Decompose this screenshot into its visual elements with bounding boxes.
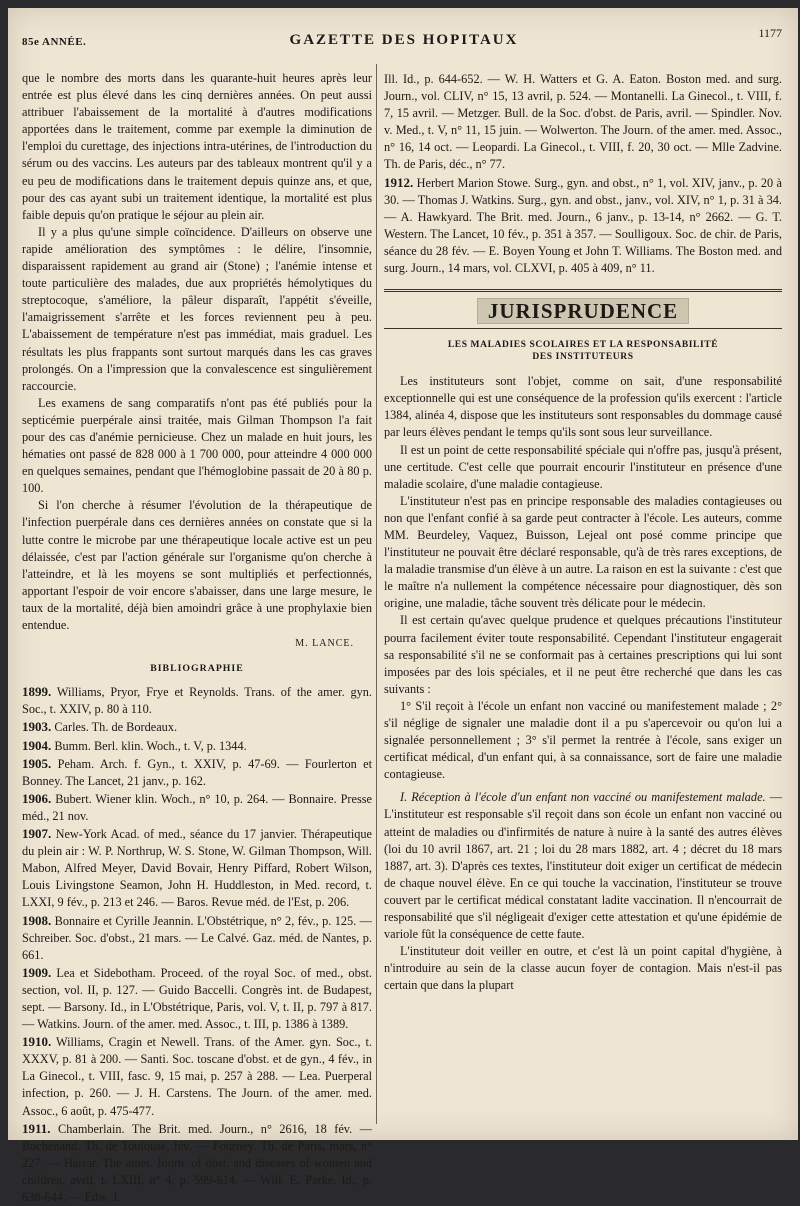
newspaper-page <box>8 8 798 1204</box>
entry-text: Bumm. Berl. klin. Woch., t. V, p. 1344. <box>54 738 247 753</box>
author-signature: M. LANCE. <box>295 638 354 650</box>
section-rule-bottom <box>384 328 782 329</box>
section-title-text: JURISPRUDENCE <box>477 298 689 324</box>
subsection-heading: I. Réception à l'école d'un enfant non vacciné ou manifestement malade. <box>400 790 766 805</box>
entry-text: Bonnaire et Cyrille Jeannin. L'Obstétrique, n° 2, fév., p. 125. — Schreiber. Soc. d'obst., 21 mars. — Le Calvé. Gaz. méd. de Nantes, p. 661. <box>22 913 372 962</box>
entry-year: 1903. <box>22 719 52 735</box>
paragraph: Il est un point de cette responsabilité spéciale qui n'offre pas, jusqu'à présent, une certitude. C'est celle que pourrait encourir l'instituteur en présence d'une maladie scolaire, d'une maladie contagieuse. <box>384 442 782 491</box>
paragraph: Si l'on cherche à résumer l'évolution de la thérapeutique de l'infection puerpérale dans ces dernières années on constate que si la lutte contre le microbe par une thérapeutique locale active est un peu délaissée, c'est par l'action générale sur l'organisme qu'on cherche à l'atteindre, et là les moyens se sont multipliés et perfectionnés, apportant l'espoir de voir encore s'abaisser, dans une large mesure, le taux de la mortalité, déjà bien amoindri grâce à une prophylaxie bien entendue. <box>22 498 372 632</box>
bibliography-entry <box>384 70 782 174</box>
entry-year: 1912. <box>384 174 414 190</box>
left-column <box>22 70 372 1206</box>
bibliography-entry <box>22 737 372 755</box>
entry-year: 1904. <box>22 737 52 753</box>
paragraph: Les instituteurs sont l'objet, comme on sait, d'une responsabilité exceptionnelle qui est une conséquence de la profession qu'ils exercent : l'article 1384, alinéa 4, dispose que les instituteurs sont responsables du dommage causé par leurs élèves pendant le temps qu'ils sont sous leur surveillance. <box>384 374 782 440</box>
entry-year: 1905. <box>22 755 52 771</box>
journal-title: GAZETTE DES HOPITAUX <box>289 32 519 48</box>
entry-text: Peham. Arch. f. Gyn., t. XXIV, p. 47-69. — Fourlerton et Bonney. The Lancet, 21 janv., p. 162. <box>22 756 372 788</box>
entry-year: 1911. <box>22 1120 51 1136</box>
bibliography-entry <box>22 1033 372 1119</box>
entry-text: Bubert. Wiener klin. Woch., n° 10, p. 264. — Bonnaire. Presse méd., 21 nov. <box>22 791 373 823</box>
page-header <box>22 20 786 50</box>
entry-year: 1907. <box>22 826 52 842</box>
entry-text: Carles. Th. de Bordeaux. <box>54 720 178 735</box>
article-title-line: DES INSTITUTEURS <box>532 352 634 363</box>
bibliography-entry <box>22 1120 372 1206</box>
paragraph: L'instituteur n'est pas en principe responsable des maladies contagieuses ou non que l'enfant confié à sa garde peut contracter à l'école. Les auteurs, comme MM. Beurdeley, Vaquez, Buisson, Lejeal ont posé comme principe que l'instituteur ne pouvait être déclaré responsable, qu'à de très rares exceptions, de la maladie transmise d'un élève à un autre. La raison en est la suivante : c'est que le maître n'a nullement la compétence nécessaire pour diagnostiquer, dès son origine, une maladie, tâche souvent très délicate pour le médecin. <box>384 493 782 611</box>
section-title <box>384 298 782 324</box>
subsection-text: — L'instituteur est responsable s'il reçoit dans son école un enfant non vacciné ou atteint de maladies ou d'infirmités de nature à nuire à la santé des autres élèves (loi du 10 avril 1867, art. 21 ; loi du 28 mars 1882, art. 4 ; décret du 18 mars 1887, art. 3). D'après ces textes, l'instituteur doit exiger un certificat de médecin de chaque nouvel élève. En ce qui touche la vaccination, l'instituteur se trouve couvert par le certificat médical constatant ladite vaccination. Il n'encourrait de responsabilité que s'il négligeait d'exiger cette attestation et qu'une épidémie de variole fût la conséquence de cette faute. <box>384 790 782 942</box>
bibliography-entry <box>22 790 372 825</box>
entry-year: 1906. <box>22 790 52 806</box>
column-divider <box>376 64 377 1124</box>
entry-text: Williams, Cragin et Newell. Trans. of the Amer. gyn. Soc., t. XXXV, p. 81 à 200. — Santi. Soc. toscane d'obst. et de gyn., 4 fév., in La Ginecol., t. VIII, fasc. 9, 15 mai, p. 257 à 288. — Lea. Puerperal infection, p. 260. — J. H. Carstens. The Journ. of the amer. med. Assoc., 6 août, p. 475-477. <box>22 1035 372 1118</box>
paragraph: que le nombre des morts dans les quarante-huit heures après leur entrée est plus élevé dans les cinq dernières années. On peut aussi attribuer l'abaissement de la mortalité à d'autres modifications apportées dans le traitement, comme par exemple la diminution de l'emploi du curettage, des injections intra-utérines, de l'introduction du sérum ou des vaccins. Les auteurs par des tableaux montrent qu'il y a eu peu de modifications dans le traitement depuis quinze ans, et que, pour des cas ayant subi un traitement identique, la mortalité est plus faible depuis qu'on pratique le séjour au plein air. <box>22 71 372 222</box>
entry-year: 1908. <box>22 912 52 928</box>
paragraph: L'instituteur doit veiller en outre, et c'est là un point capital d'hygiène, à n'introduire au sein de la classe aucun foyer de contagion. Mais n'est-il pas certain que dans la plupart <box>384 944 782 993</box>
entry-text: Williams, Pryor, Frye et Reynolds. Trans. of the amer. gyn. Soc., t. XXIV, p. 80 à 110. <box>22 685 372 717</box>
paragraph: 1° S'il reçoit à l'école un enfant non vacciné ou manifestement malade ; 2° s'il néglige de signaler une maladie dont il a pu s'apercevoir ou qu'on lui a signalée personnellement ; 3° s'il permet la rentrée à l'école, sans exiger un certificat médical, d'un enfant qui, à sa connaissance, sort de faire une maladie contagieuse. <box>384 698 782 782</box>
page-number: 1177 <box>758 26 782 40</box>
bibliography-heading: BIBLIOGRAPHIE <box>150 663 244 675</box>
section-rule-top <box>384 289 782 292</box>
paragraph: Les examens de sang comparatifs n'ont pas été publiés pour la septicémie puerpérale ainsi traitée, mais Gilman Thompson l'a fait pour des cas d'anémie pernicieuse. Chez un malade en huit jours, les hématies ont passé de 828 000 à 1 700 000, pour atteindre 4 000 000 en quelques semaines, pendant que l'hémoglobine passait de 20 à 80 p. 100. <box>22 395 372 496</box>
article-title-line: LES MALADIES SCOLAIRES ET LA RESPONSABILITÉ <box>447 340 719 351</box>
bibliography-entry <box>22 718 372 736</box>
bibliography-list <box>22 683 372 1206</box>
paragraph: Il est certain qu'avec quelque prudence et quelques précautions l'instituteur pourra facilement éviter toute responsabilité. Cependant l'instituteur engagerait sa responsabilité s'il ne se conformait pas à certaines prescriptions qui lui sont imposées par des lois spéciales, et il ne peut être recherché que dans les cas suivants : <box>384 613 782 696</box>
entry-text: New-York Acad. of med., séance du 17 janvier. Thérapeutique du plein air : W. P. Northrup, W. S. Stone, W. Gilman Thompson, Will. Mabon, Alfred Meyer, David Bovair, Henry Piffard, Robert Wilson, Louis Livingstone Seamon, John H. Huddleston, in Med. record, t. LXXI, 9 fév., p. 213 et 246. — Baros. Revue méd. de l'Est, p. 206. <box>22 827 372 910</box>
entry-text: Lea et Sidebotham. Proceed. of the royal Soc. of med., obst. section, vol. II, p. 127. — Guido Baccelli. Congrès int. de Budapest, sept. — Barsony. Id., in L'Obstétrique, Paris, vol. V, t. II, p. 797 à 817. — Watkins. Journ. of the amer. med. Assoc., t. III, p. 1386 à 1389. <box>22 965 373 1032</box>
bibliography-entry <box>22 755 372 790</box>
bibliography-continued <box>384 70 782 277</box>
subsection-paragraph <box>384 789 782 943</box>
bibliography-entry <box>384 174 782 278</box>
paragraph: Il y a plus qu'une simple coïncidence. D'ailleurs on observe une rapide amélioration des symptômes : le délire, l'insomnie, disparaissent rapidement au grand air (Stone) ; l'anémie intense et toute particulière des malades, due aux propriétés hémolytiques du streptocoque, s'améliore, la pâleur disparaît, l'appétit s'éveille, l'amaigrissement s'arrête et les forces reviennent peu à peu. L'abaissement de température n'est pas immédiat, mais graduel. Les résultats les plus frappants sont surtout marqués dans les cas graves prolongés. On a l'impression que la convalescence est singulièrement raccourcie. <box>22 224 372 393</box>
entry-text: Herbert Marion Stowe. Surg., gyn. and obst., n° 1, vol. XIV, janv., p. 20 à 30. — Thomas J. Watkins. Surg., gyn. and obst., janv., vol. XIV, n° 1, p. 31 à 34. — A. Hawkyard. The Brit. med. Journ., 6 janv., p. 13-14, n° 2662. — G. T. Western. The Lancet, 10 fév., p. 351 à 357. — Soulligoux. Soc. de chir. de Paris, séance du 28 fév. — E. Boyen Young et John T. Williams. The Boston med. and surg. Journ., 14 mars, vol. CLXVI, p. 405 à 409, n° 11. <box>384 175 783 276</box>
volume-label: 85e ANNÉE. <box>22 36 87 48</box>
bibliography-entry <box>22 825 372 911</box>
right-column <box>384 70 782 995</box>
entry-year: 1899. <box>22 684 52 700</box>
entry-year: 1909. <box>22 964 52 980</box>
entry-year: 1910. <box>22 1034 52 1050</box>
entry-text: Ill. Id., p. 644-652. — W. H. Watters et G. A. Eaton. Boston med. and surg. Journ., vol. CLIV, n° 15, 13 avril, p. 524. — Montanelli. La Ginecol., t. VIII, f. 7, 15 avril. — Metzger. Bull. de la Soc. d'obst. de Paris, avril. — Spindler. Nov. v. Med., t. V, n° 11, 15 juin. — Wolwerton. The Journ. of the amer. med. Assoc., n° 16, 14 oct. — Leopardi. La Ginecol., t. VIII, f. 20, 30 oct. — Mlle Zadvine. Th. de Paris, déc., n° 77. <box>384 72 782 172</box>
bibliography-entry <box>22 964 372 1033</box>
bibliography-entry <box>22 683 372 718</box>
bibliography-entry <box>22 912 372 964</box>
article-title <box>384 339 782 363</box>
entry-text: Chamberlain. The Brit. med. Journ., n° 2616, 18 fév. — Buchenand. Th. de Toulouse, fév. — Fourney. Th. de Paris, mars, n° 227. — Harrar. The amer. Journ. of obst. and diseases of women and children, avril, t. LXIII, n° 4, p. 599-614. — Will. E. Parke. Id., p. 638-644. — Edw. J. <box>22 1121 372 1204</box>
